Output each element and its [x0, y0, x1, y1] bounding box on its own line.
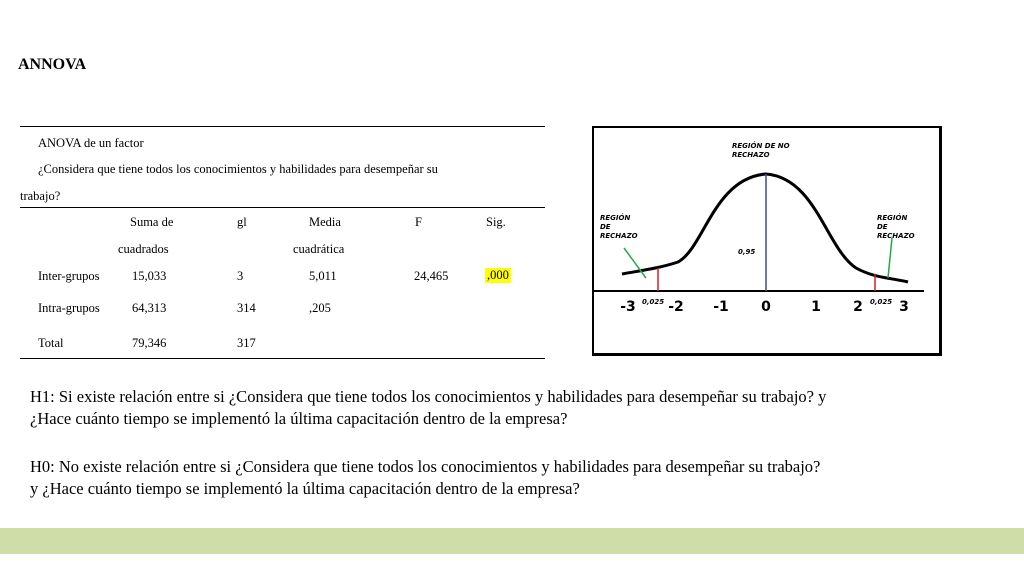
left-region-label-2: DE [600, 223, 611, 231]
left-tail-probability: 0,025 [642, 298, 665, 306]
left-region-label-3: RECHAZO [600, 232, 638, 240]
right-arrow [888, 238, 892, 278]
h0-line-2: y ¿Hace cuánto tiempo se implementó la última capacitación dentro de la empresa? [30, 479, 580, 498]
hypothesis-h1 [30, 386, 1000, 430]
normal-curve-svg [594, 128, 940, 354]
row-intra-gl: 314 [237, 301, 256, 315]
header-gl: gl [237, 215, 247, 229]
header-media: Media [309, 215, 341, 229]
row-total-suma: 79,346 [132, 336, 167, 350]
center-region-label-2: RECHAZO [732, 151, 770, 159]
hypothesis-h0 [30, 456, 1000, 500]
right-region-label-2: DE [877, 223, 888, 231]
table-caption: ANOVA de un factor [38, 136, 144, 150]
table-question: ¿Considera que tiene todos los conocimientos y habilidades para desempeñar su [38, 162, 438, 176]
footer-band [0, 528, 1024, 554]
header-media-2: cuadrática [293, 242, 345, 256]
header-suma-2: cuadrados [118, 242, 169, 256]
row-total-gl: 317 [237, 336, 256, 350]
header-suma: Suma de [130, 215, 174, 229]
row-inter-f: 24,465 [414, 269, 449, 283]
tick-label: 1 [811, 299, 821, 315]
tick-label: 0 [761, 299, 771, 315]
tick-label: -2 [668, 299, 684, 315]
row-intra-label: Intra-grupos [38, 301, 100, 315]
tick-label: -3 [620, 299, 636, 315]
page-title: ANNOVA [18, 56, 87, 73]
h1-line-2: ¿Hace cuánto tiempo se implementó la última capacitación dentro de la empresa? [30, 409, 568, 428]
row-inter-sig-highlighted: ,000 [487, 268, 509, 282]
header-f: F [415, 215, 422, 229]
center-region-label-1: REGIÓN DE NO [732, 142, 790, 150]
tick-label: 2 [853, 299, 863, 315]
row-inter-media: 5,011 [309, 269, 337, 283]
row-total-label: Total [38, 336, 64, 350]
tick-label: -1 [713, 299, 729, 315]
left-region-label-1: REGIÓN [600, 214, 631, 222]
bell-curve [622, 174, 908, 282]
row-inter-suma: 15,033 [132, 269, 167, 283]
table-bottom-rule [20, 358, 545, 359]
row-intra-media: ,205 [309, 301, 331, 315]
table-question-cont: trabajo? [20, 189, 61, 203]
tick-label: 3 [899, 299, 909, 315]
table-header-rule [20, 207, 545, 208]
table-top-rule [20, 126, 545, 127]
center-probability: 0,95 [738, 248, 756, 256]
row-inter-label: Inter-grupos [38, 269, 100, 283]
row-inter-gl: 3 [237, 269, 244, 283]
h0-line-1: H0: No existe relación entre si ¿Considera que tiene todos los conocimientos y habilidades para desempeñar su trabajo? [30, 457, 821, 476]
normal-distribution-figure [592, 126, 942, 356]
right-region-label-1: REGIÓN [877, 214, 908, 222]
h1-line-1: H1: Si existe relación entre si ¿Considera que tiene todos los conocimientos y habilidades para desempeñar su trabajo? y [30, 387, 827, 406]
row-intra-suma: 64,313 [132, 301, 167, 315]
right-region-label-3: RECHAZO [877, 232, 915, 240]
header-sig: Sig. [486, 215, 506, 229]
right-tail-probability: 0,025 [870, 298, 893, 306]
